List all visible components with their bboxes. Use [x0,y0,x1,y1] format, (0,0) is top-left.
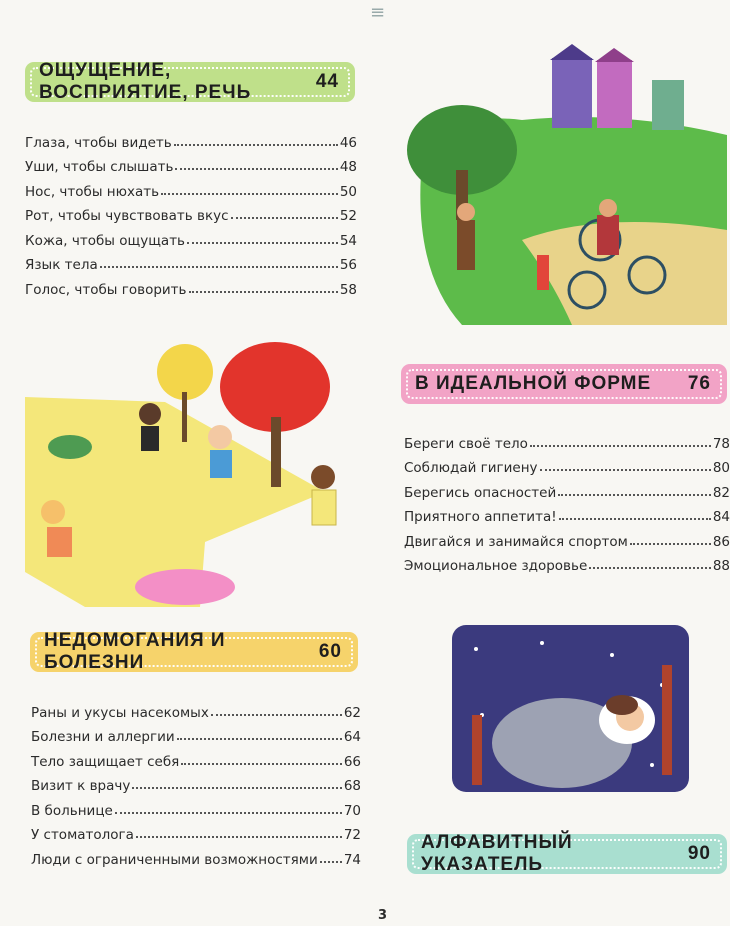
toc-item-label: Голос, чтобы говорить [25,281,187,298]
toc-item-label: Приятного аппетита! [404,509,557,525]
toc-item-page: 84 [712,509,730,525]
toc-item-page: 54 [339,232,357,249]
toc-list-illness [31,696,361,868]
toc-item[interactable] [404,501,730,526]
toc-item-page: 68 [343,778,361,794]
toc-item-label: Уши, чтобы слышать [25,159,174,175]
toc-item-label: В больнице [31,802,113,819]
toc-item-page: 64 [343,729,361,745]
section-page: 60 [318,641,342,662]
toc-item-label: Береги своё тело [404,435,528,452]
toc-item-label: Двигайся и занимайся спортом [404,533,628,550]
section-banner-index[interactable] [407,834,727,874]
toc-item[interactable] [25,249,357,274]
toc-item-page: 80 [712,460,730,476]
toc-leader-dots [175,168,337,170]
toc-leader-dots [558,494,711,496]
menu-icon[interactable]: ≡ [370,2,386,23]
toc-item-label: Люди с ограниченными возможностями [31,851,318,868]
toc-item-label: Эмоциональное здоровье [404,558,588,574]
section-title: АЛФАВИТНЫЙ УКАЗАТЕЛЬ [421,832,573,875]
toc-item[interactable] [31,843,361,868]
toc-leader-dots [540,469,711,471]
section-title: В ИДЕАЛЬНОЙ ФОРМЕ [415,373,652,394]
toc-item-label: Берегись опасностей [404,484,557,501]
toc-list-perception [25,126,357,298]
section-banner-illness[interactable] [30,632,358,672]
toc-leader-dots [189,291,338,293]
toc-item[interactable] [25,175,357,200]
toc-item[interactable] [25,224,357,249]
toc-item-page: 66 [343,753,361,770]
toc-item-label: Визит к врачу [31,778,131,794]
toc-leader-dots [174,144,338,146]
toc-leader-dots [187,242,338,244]
toc-item-page: 78 [712,435,730,452]
toc-item[interactable] [25,273,357,298]
toc-item-label: Рот, чтобы чувствовать вкус [25,208,229,224]
toc-item-label: Раны и укусы насекомых [31,704,209,721]
toc-item-page: 58 [339,281,357,298]
section-banner-perception[interactable] [25,62,355,102]
toc-item[interactable] [31,794,361,819]
toc-leader-dots [320,861,342,863]
page-number: 3 [378,908,388,923]
section-title: ОЩУЩЕНИЕ, ВОСПРИЯТИЕ, РЕЧЬ [39,60,252,103]
section-page: 44 [315,71,339,92]
toc-item-label: Язык тела [25,257,98,273]
toc-leader-dots [231,217,338,219]
toc-item[interactable] [404,476,730,501]
toc-leader-dots [177,738,342,740]
toc-item-label: Нос, чтобы нюхать [25,183,160,200]
toc-leader-dots [115,812,342,814]
toc-leader-dots [181,763,342,765]
toc-item[interactable] [31,819,361,844]
park-illustration [402,40,727,325]
toc-item[interactable] [404,427,730,452]
toc-item[interactable] [31,770,361,795]
toc-leader-dots [132,787,341,789]
toc-leader-dots [136,836,342,838]
toc-item-label: Глаза, чтобы видеть [25,134,172,151]
toc-item[interactable] [31,696,361,721]
toc-item-page: 74 [343,851,361,868]
section-page: 90 [687,843,711,864]
toc-item[interactable] [404,452,730,477]
toc-item-page: 62 [343,704,361,721]
toc-leader-dots [100,266,338,268]
toc-leader-dots [589,567,711,569]
toc-item-label: Кожа, чтобы ощущать [25,232,186,249]
toc-item[interactable] [25,151,357,176]
toc-leader-dots [630,543,711,545]
section-banner-fitness[interactable] [401,364,727,404]
toc-item-label: Соблюдай гигиену [404,460,538,476]
toc-item[interactable] [31,745,361,770]
toc-item-label: Тело защищает себя [31,753,180,770]
toc-list-fitness [404,427,730,574]
toc-item-label: Болезни и аллергии [31,729,175,745]
toc-item[interactable] [25,126,357,151]
sleeping-illustration [452,625,689,792]
toc-leader-dots [211,714,342,716]
toc-item[interactable] [25,200,357,225]
toc-item-page: 46 [339,134,357,151]
toc-item[interactable] [31,721,361,746]
toc-item-page: 86 [712,533,730,550]
toc-item-label: У стоматолога [31,827,134,843]
toc-leader-dots [559,518,711,520]
toc-item[interactable] [404,525,730,550]
toc-item-page: 50 [339,183,357,200]
toc-item-page: 88 [712,558,730,574]
toc-item-page: 82 [712,484,730,501]
toc-leader-dots [161,193,338,195]
toc-leader-dots [530,445,711,447]
toc-item-page: 48 [339,159,357,175]
children-illustration [25,342,365,607]
toc-item-page: 70 [343,802,361,819]
section-title: НЕДОМОГАНИЯ И БОЛЕЗНИ [44,630,226,673]
section-page: 76 [687,373,711,394]
toc-item-page: 72 [343,827,361,843]
toc-item-page: 56 [339,257,357,273]
toc-item[interactable] [404,550,730,575]
toc-item-page: 52 [339,208,357,224]
